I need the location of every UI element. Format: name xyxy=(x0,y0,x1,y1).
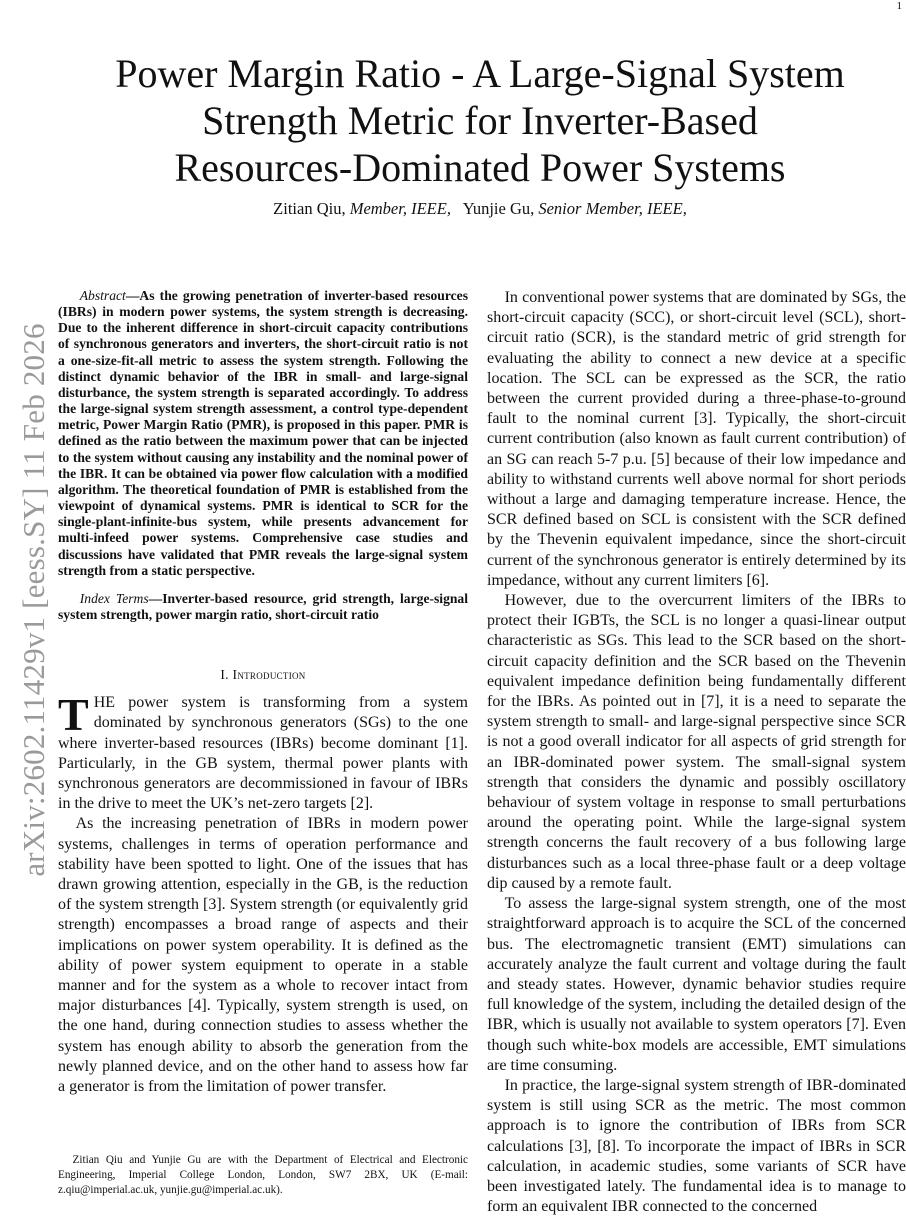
left-column xyxy=(58,288,468,1097)
author-affiliation-role: Member, IEEE, xyxy=(349,199,451,218)
body-paragraph: However, due to the overcurrent limiters of the IBRs to protect their IGBTs, the SCL is no longer a quasi-linear output characteristic as SGs. This lead to the SCR based on the short-circuit capacity definition and the SCR based on the Thevenin equivalent impedance definition being fundamentally different for the IBRs. As pointed out in [7], it is a need to separate the system strength to small- and large-signal perspective since SCR is not a good overall indicator for all aspects of grid strength for an IBR-dominated power system. The small-signal system strength that considers the dynamic and possibly oscillatory behaviour of system voltage in response to small perturbations around the operating point. While the large-signal system strength concerns the fault recovery of a bus following large disturbances such as a local three-phase fault or a deep voltage dip caused by a remote fault. xyxy=(487,592,906,892)
index-terms-lead: Index Terms xyxy=(79,590,149,606)
author-name: Yunjie Gu, xyxy=(462,199,535,218)
paper-title xyxy=(60,50,900,191)
title-line: Power Margin Ratio - A Large-Signal System xyxy=(115,51,845,96)
author-line xyxy=(60,199,900,219)
abstract-lead: Abstract xyxy=(79,288,126,303)
index-terms-text: —Inverter-based resource, grid strength, large-signal system strength, power margin ratio, short-circuit ratio xyxy=(58,590,468,622)
arxiv-identifier-stamp[interactable]: arXiv:2602.11429v1 [eess.SY] 11 Feb 2026 xyxy=(16,323,51,877)
abstract-text: —As the growing penetration of inverter-based resources (IBRs) in modern power systems, the system strength is decreasing. Due to the inherent difference in short-circuit capacity contributions of synchronous generators and inverters, the short-circuit ratio is not a one-size-fit-all metric to assess the system strength. Following the distinct dynamic behavior of the IBR in small- and large-signal disturbance, the system strength is separated accordingly. To address the large-signal system strength assessment, a control type-dependent metric, Power Margin Ratio (PMR), is proposed in this paper. PMR is defined as the ratio between the maximum power that can be injected to the system without causing any instability and the nominal power of the IBR. It can be obtained via power flow calculation with a modified algorithm. The theoretical foundation of PMR is established from the viewpoint of dynamical systems. PMR is identical to SCR for the single-plant-infinite-bus system, while presents advancement for multi-infeed power systems. Comprehensive case studies and discussions have validated that PMR reveals the large-signal system strength from a static perspective. xyxy=(58,288,468,578)
right-column xyxy=(487,288,906,1217)
author-name: Zitian Qiu, xyxy=(273,199,346,218)
body-paragraph xyxy=(58,689,468,814)
index-terms xyxy=(58,591,468,623)
title-line: Resources-Dominated Power Systems xyxy=(174,145,786,190)
page-number: 1 xyxy=(896,0,902,12)
abstract xyxy=(58,288,468,579)
paragraph-text: HE power system is transforming from a system dominated by synchronous generators (SGs) to the one where inverter-based resources (IBRs) become dominant [1]. Particularly, in the GB system, thermal power plants with synchronous generators are decommissioned in favour of IBRs in the drive to meet the UK’s net-zero targets [2]. xyxy=(58,694,468,813)
section-heading: I. Introduction xyxy=(220,667,306,683)
body-paragraph: To assess the large-signal system strength, one of the most straightforward approach is to acquire the SCL of the concerned bus. The electromagnetic transient (EMT) simulations can accurately analyze the fault current and voltage during the fault and steady states. However, dynamic behavior studies require full knowledge of the system, including the detailed design of the IBR, which is usually not available to system operators [7]. Even though such white-box models are accessible, EMT simulations are time consuming. xyxy=(487,895,906,1074)
author-affiliation-role: Senior Member, IEEE, xyxy=(538,199,687,218)
body-paragraph: As the increasing penetration of IBRs in modern power systems, challenges in terms of operation performance and stability have been spotted to light. One of the issues that has drawn growing attention, especially in the GB, is the reduction of the system strength [3]. System strength (or equivalently grid strength) encompasses a broad range of aspects and their implications on power system operability. It is defined as the ability of power system equipment to operate in a stable manner and for the system as a whole to recover intact from major disturbances [4]. Typically, system strength is used, on the one hand, during connection studies to assess whether the system has enough ability to absorb the generation from the newly planned device, and on the other hand to assess how far a generator is from the limitation of power transfer. xyxy=(58,815,468,1095)
body-paragraph: In practice, the large-signal system strength of IBR-dominated system is still using SCR as the metric. The most common approach is to ignore the contribution of IBRs from SCR calculations [3], [8]. To incorporate the impact of IBRs in SCR calculation, in academic studies, some variants of SCR have been investigated lately. The fundamental idea is to manage to form an equivalent IBR connected to the concerned xyxy=(487,1076,906,1216)
title-line: Strength Metric for Inverter-Based xyxy=(202,98,758,143)
drop-cap: T xyxy=(58,689,89,741)
author-footnote: Zitian Qiu and Yunjie Gu are with the Department of Electrical and Electronic Engineering, Imperial College London, London, SW7 2BX, UK (E-mail: z.qiu@imperial.ac.uk, yunjie.gu@imperial.ac.uk). xyxy=(58,1154,468,1196)
body-paragraph: In conventional power systems that are dominated by SGs, the short-circuit capacity (SCC), or short-circuit level (SCL), short-circuit ratio (SCR), is the standard metric of grid strength for evaluating the ability to connect a new device at a specific location. The SCL can be expressed as the SCR, the ratio between the current provided during a three-phase-to-ground fault to the nominal current [3]. Typically, the short-circuit current contribution (also known as fault current contribution) of an SG can reach 5-7 p.u. [5] because of their low impedance and ability to withstand currents well above normal for short periods without a large and damaging temperature increase. Hence, the SCR defined based on SCL is consistent with the SCR defined by the Thevenin equivalent impedance, since the short-circuit current of the synchronous generator is entirely determined by its impedance, without any current limiters [6]. xyxy=(487,289,906,589)
